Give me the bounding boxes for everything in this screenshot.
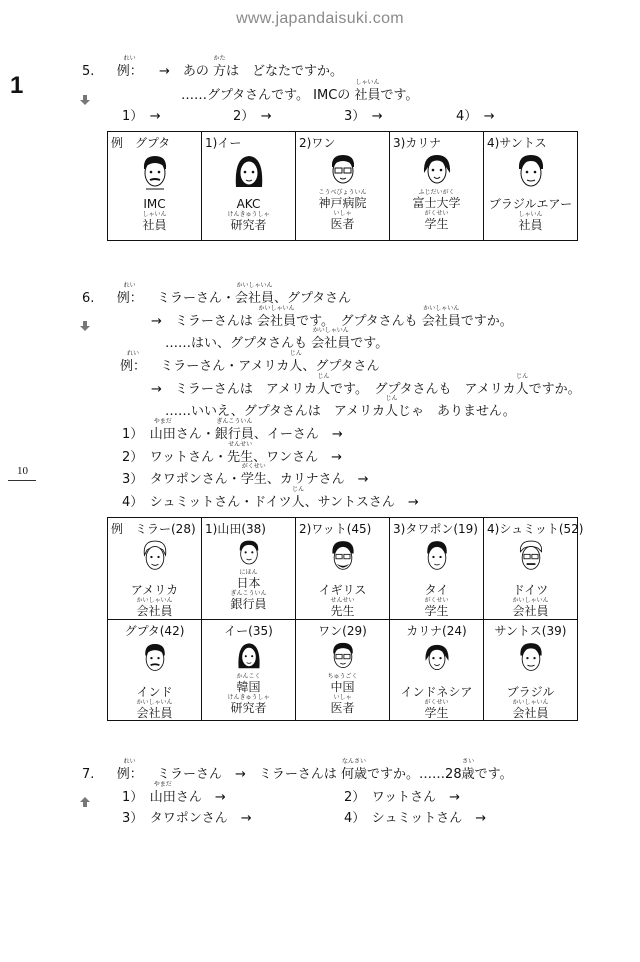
ex6-l2-kanji2: かいしゃいん 会社員 [421, 305, 461, 329]
cell-head: 1)山田(38) [205, 522, 266, 536]
ex6-cell-santosu [484, 619, 578, 721]
ex5-cell-4 [484, 132, 578, 241]
ex6-l2-e: ですか。 [460, 314, 513, 329]
ex6-cell-rei [108, 518, 202, 620]
ex6-l2-c: です。 グプタさんも [296, 314, 418, 329]
cell-line1: ドイツ [512, 583, 549, 597]
ex5-cell-2 [296, 132, 390, 241]
cell-head: カリナ(24) [406, 623, 467, 638]
cell-line1: アメリカ [130, 583, 179, 597]
cell-head: 3)カリナ [393, 136, 442, 150]
cell-ruby: けんきゅうしゃ [227, 693, 270, 701]
ex5-cell-rei [108, 132, 202, 241]
cell-head: 1)イー [205, 136, 242, 150]
cell-ruby-top: にほん [239, 569, 258, 576]
face-ii-icon [234, 641, 264, 673]
cell-line2: 医者 [330, 217, 355, 231]
cell-head: イー(35) [224, 623, 273, 638]
cell-line1: ブラジル [506, 684, 555, 699]
ex5-number: 5. [82, 64, 95, 79]
ex5-example-line [82, 55, 344, 80]
ex7-l1-a: ミラーさん → ミラーさんは [156, 767, 337, 782]
ex6-cell-wan [296, 619, 390, 721]
cell-line2: 会社員 [136, 604, 173, 618]
cell-ruby: せんせい [330, 597, 355, 604]
ex6-l3-c: です。 [350, 336, 389, 351]
face-schmidt-icon [516, 539, 546, 575]
cell-head: 4)シュミット(52) [487, 522, 584, 536]
ex6-rei: れい 例： [116, 282, 143, 306]
cell-line2: 学生 [424, 604, 449, 618]
face-gupta-icon [140, 641, 170, 677]
ex5-rei: れい 例： [116, 55, 143, 79]
ex6-cell-1 [202, 518, 296, 620]
ex6-l2-a: → ミラーさんは [151, 314, 253, 329]
ex6-l2-kanji1: かいしゃいん 会社員 [257, 305, 297, 329]
cell-ruby: がくせい [424, 698, 449, 706]
cell-line2: 学生 [424, 217, 449, 231]
cell-head: 2)ワット(45) [299, 522, 372, 536]
cell-head: 2)ワン [299, 136, 336, 150]
ex7-arrow-up-icon [80, 792, 90, 811]
cell-ruby: かいしゃいん [512, 597, 549, 604]
cell-ruby: がくせい [424, 210, 449, 217]
ex6-l4-kanji: じん 人 [289, 350, 303, 374]
ex7-item-2: 2） ワットさん → [344, 790, 461, 805]
ex6-l3-kanji: かいしゃいん 会社員 [311, 327, 351, 351]
ex6-l1-c: 、グプタさん [274, 291, 352, 306]
face-yamada-icon [234, 539, 264, 569]
ex6-item-4: 4） シュミットさん・ドイツ じん 人、サントスさん → [122, 486, 419, 510]
ex5-answer-arrow-icon [80, 90, 90, 109]
cell-line1: 富士大学 [412, 196, 461, 210]
face-karina-icon [420, 153, 454, 189]
cell-line2: 会社員 [512, 604, 549, 618]
face-santosu-icon [516, 641, 546, 677]
ex5-line1-c: は どなたですか。 [226, 64, 344, 79]
face-santosu-icon [514, 153, 548, 193]
ex6-cell-2 [296, 518, 390, 620]
ex5-line2-kanji: しゃいん 社員 [354, 79, 381, 103]
cell-line2: 先生 [330, 604, 355, 618]
ex7-l1-e: です。 [474, 767, 513, 782]
ex5-item-3: 3） → [344, 109, 383, 124]
cell-line1: 神戸病院 [318, 196, 367, 210]
ex7-l1-kanji2: さい 歳 [461, 758, 475, 782]
face-ii-icon [232, 153, 266, 193]
cell-line2: 社員 [142, 218, 167, 232]
ex5-line2-c: です。 [380, 88, 419, 103]
cell-ruby: かいしゃいん [512, 698, 549, 706]
face-gupta-icon [138, 153, 172, 193]
face-karina-icon [422, 641, 452, 677]
cell-line1: インドネシア [400, 684, 473, 699]
ex6-l6-kanji: じん 人 [384, 395, 398, 419]
ex7-rei: れい 例： [116, 758, 143, 782]
cell-ruby-top: ちゅうごく [327, 672, 358, 680]
cell-head: グプタ(42) [124, 623, 185, 638]
ex6-l1-kanji: かいしゃいん 会社員 [235, 282, 275, 306]
ex5-line1-kanji: かた 方 [213, 55, 227, 79]
ex6-item-1: 1） やまだ 山田さん・ ぎんこういん 銀行員、イーさん → [122, 418, 343, 442]
cell-line1: 中国 [330, 679, 355, 694]
cell-line2: 社員 [518, 218, 543, 232]
cell-line2: 会社員 [512, 705, 549, 720]
ex6-cell-gupta [108, 619, 202, 721]
cell-ruby: がくせい [424, 597, 449, 604]
ex6-number: 6. [82, 291, 95, 306]
cell-line2: 銀行員 [230, 597, 267, 611]
ex6-cell-karina [390, 619, 484, 721]
cell-line1: 日本 [236, 576, 261, 590]
face-watt-icon [328, 539, 358, 575]
cell-head: 3)タワポン(19) [393, 522, 478, 536]
ex6-table [107, 517, 584, 721]
cell-line2: 研究者 [230, 700, 267, 715]
ex5-answer-line [181, 79, 419, 104]
ex5-item-4: 4） → [456, 109, 495, 124]
ex5-item-1: 1） → [122, 109, 161, 124]
cell-line1: インド [136, 684, 173, 699]
ex6-line3 [165, 327, 389, 352]
ex5-table [107, 131, 578, 241]
cell-head: 例 ミラー(28) [111, 522, 196, 536]
cell-head: 例 グプタ [111, 136, 171, 150]
ex7-l1-c: ですか。……28 [367, 767, 462, 782]
cell-ruby: かいしゃいん [136, 698, 173, 706]
cell-line1: イギリス [318, 583, 367, 597]
cell-ruby-top: ふじだいがく [418, 189, 455, 196]
cell-line1: タイ [424, 583, 449, 597]
ex7-item-1: 1） やまだ 山田さん → [122, 781, 226, 805]
cell-ruby-top: こうべびょういん [318, 189, 367, 196]
cell-ruby: かいしゃいん [136, 597, 173, 604]
cell-ruby: いしゃ [333, 210, 352, 217]
ex6-item-2: 2） ワットさん・ せんせい 先生、ワンさん → [122, 441, 343, 465]
cell-line1: AKC [236, 197, 261, 211]
ex5-item-2: 2） → [233, 109, 272, 124]
lesson-number: 1 [10, 72, 24, 99]
cell-line2: 医者 [330, 700, 355, 715]
cell-head: ワン(29) [318, 623, 367, 638]
ex6-cell-4 [484, 518, 584, 620]
ex6-l5-kanji1: じん 人 [316, 373, 330, 397]
cell-ruby: しゃいん [518, 211, 543, 218]
ex6-l5-kanji2: じん 人 [515, 373, 529, 397]
ex6-line5 [151, 373, 581, 398]
cell-line1: IMC [143, 197, 166, 211]
ex7-example-line [82, 758, 513, 783]
ex6-rei2: れい 例： [120, 350, 147, 374]
ex6-l3-a: ……はい、グプタさんも [165, 336, 308, 351]
cell-ruby: けんきゅうしゃ [227, 211, 270, 218]
ex6-l1-a: ミラーさん・ [156, 291, 235, 306]
ex6-l4-c: 、グプタさん [302, 359, 380, 374]
face-miller-icon [140, 539, 170, 575]
ex6-item-3: 3） タワポンさん・ がくせい 学生、カリナさん → [122, 463, 369, 487]
cell-line2: 研究者 [230, 218, 267, 232]
page-number: 10 [17, 465, 28, 477]
page-number-rule [8, 480, 36, 481]
ex5-cell-1 [202, 132, 296, 241]
cell-ruby: しゃいん [142, 211, 167, 218]
face-tawapon-icon [422, 539, 452, 575]
cell-ruby: いしゃ [333, 693, 352, 701]
ex7-number: 7. [82, 767, 95, 782]
ex6-l5-c: です。 グプタさんも アメリカ [330, 382, 516, 397]
ex6-example2-line [120, 350, 380, 375]
cell-ruby-top: かんこく [236, 672, 261, 680]
face-wan-icon [326, 153, 360, 189]
ex7-item-3: 3） タワポンさん → [122, 811, 252, 826]
cell-line1: ブラジルエアー [488, 197, 573, 211]
cell-head: サントス(39) [494, 623, 567, 638]
ex5-line1-a: → あの [158, 64, 209, 79]
ex6-l6-c: じゃ ありません。 [397, 404, 516, 419]
cell-line2: 学生 [424, 705, 449, 720]
ex7-l1-kanji1: なんさい 何歳 [341, 758, 368, 782]
cell-head: 4)サントス [487, 136, 547, 150]
ex6-l6-a: ……いいえ、グプタさんは アメリカ [165, 404, 385, 419]
ex6-answer-arrow-icon [80, 316, 90, 335]
ex7-item-4: 4） シュミットさん → [344, 811, 487, 826]
ex6-example1-line [82, 282, 352, 307]
ex5-cell-3 [390, 132, 484, 241]
site-url: www.japandaisuki.com [236, 10, 404, 27]
cell-line2: 会社員 [136, 705, 173, 720]
cell-ruby: ぎんこういん [230, 590, 267, 597]
ex6-cell-3 [390, 518, 484, 620]
ex6-l4-a: ミラーさん・アメリカ [160, 359, 290, 374]
ex5-line2-a: ……グプタさんです。 IMCの [181, 88, 351, 103]
ex6-cell-ii [202, 619, 296, 721]
ex6-l5-a: → ミラーさんは アメリカ [151, 382, 317, 397]
face-wan-icon [328, 641, 358, 673]
ex6-l5-e: ですか。 [528, 382, 581, 397]
cell-line1: 韓国 [236, 679, 261, 694]
